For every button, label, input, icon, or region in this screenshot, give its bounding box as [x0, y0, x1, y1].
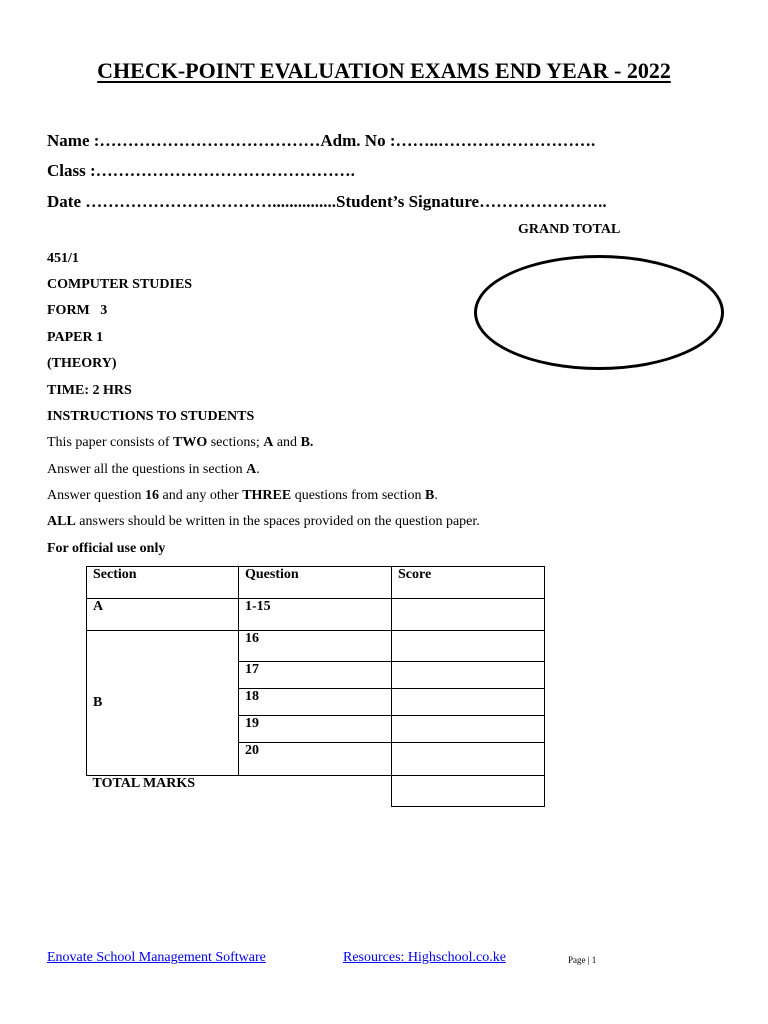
- score-cell[interactable]: [392, 716, 545, 743]
- instruction-3-emphasis: B: [424, 488, 435, 503]
- instruction-3-part: and any other: [159, 488, 243, 503]
- instruction-3-emphasis: 16: [145, 488, 159, 503]
- grand-total-oval: [474, 255, 724, 370]
- score-cell[interactable]: [392, 662, 545, 689]
- paper-type: (THEORY): [47, 356, 117, 371]
- paper-label: PAPER 1: [47, 330, 104, 345]
- table-row: [87, 631, 545, 662]
- exam-code: 451/1: [47, 251, 79, 266]
- instruction-2-part: .: [256, 462, 260, 477]
- instruction-4: [47, 514, 480, 530]
- instruction-1-part: sections;: [207, 435, 264, 450]
- header-section: Section: [87, 567, 239, 599]
- marks-table: [86, 566, 545, 807]
- total-score-cell[interactable]: [392, 776, 545, 807]
- instruction-4-emphasis: ALL: [47, 514, 76, 529]
- class-line: Class :……………………………………….: [47, 161, 355, 180]
- instruction-1-part: and: [273, 435, 301, 450]
- instruction-1: [47, 435, 313, 451]
- score-cell[interactable]: [392, 631, 545, 662]
- instruction-4-part: answers should be written in the spaces provided on the question paper.: [75, 514, 480, 529]
- instruction-1-part: This paper consists of: [47, 435, 173, 450]
- subject: COMPUTER STUDIES: [47, 277, 193, 292]
- name-adm-line: Name :…………………………………Adm. No :……..……………………….: [47, 131, 596, 150]
- header-score: Score: [392, 567, 545, 599]
- question-cell: 17: [239, 662, 392, 689]
- exam-title: [0, 58, 768, 84]
- form-label: FORM 3: [47, 303, 108, 318]
- section-b-cell: B: [87, 631, 239, 776]
- table-header-row: [87, 567, 545, 599]
- grand-total-label: GRAND TOTAL: [518, 222, 621, 237]
- score-cell[interactable]: [392, 689, 545, 716]
- instruction-2-emphasis: A: [246, 462, 257, 477]
- official-use-label: For official use only: [47, 541, 166, 556]
- exam-title-text: CHECK-POINT EVALUATION EXAMS END YEAR - 2022: [97, 58, 671, 83]
- instruction-1-emphasis: TWO: [172, 435, 208, 450]
- instruction-2: [47, 462, 260, 478]
- instruction-1-emphasis: A: [263, 435, 274, 450]
- score-cell[interactable]: [392, 743, 545, 776]
- date-signature-line: Date ……………………………...............Student’s Signature…………………..: [47, 192, 607, 211]
- question-cell: 19: [239, 716, 392, 743]
- resources-link[interactable]: Resources: Highschool.co.ke: [343, 950, 506, 965]
- instruction-3-part: questions from section: [291, 488, 425, 503]
- instruction-2-part: Answer all the questions in section: [47, 462, 247, 477]
- question-cell: 20: [239, 743, 392, 776]
- total-row: [87, 776, 545, 807]
- page-number: Page | 1: [568, 955, 597, 965]
- total-marks-label: TOTAL MARKS: [92, 776, 196, 791]
- question-cell: 1-15: [239, 599, 392, 631]
- question-cell: 16: [239, 631, 392, 662]
- instruction-3-part: Answer question: [47, 488, 145, 503]
- header-question: Question: [239, 567, 392, 599]
- instruction-3-emphasis: THREE: [242, 488, 292, 503]
- instructions-heading: INSTRUCTIONS TO STUDENTS: [47, 409, 255, 424]
- instruction-3: [47, 488, 438, 504]
- score-cell[interactable]: [392, 599, 545, 631]
- section-a-cell: A: [87, 599, 239, 631]
- table-row: [87, 599, 545, 631]
- time-label: TIME: 2 HRS: [47, 383, 132, 398]
- enovate-link[interactable]: Enovate School Management Software: [47, 950, 266, 965]
- instruction-3-part: .: [434, 488, 438, 503]
- instruction-1-emphasis: B.: [300, 435, 314, 450]
- question-cell: 18: [239, 689, 392, 716]
